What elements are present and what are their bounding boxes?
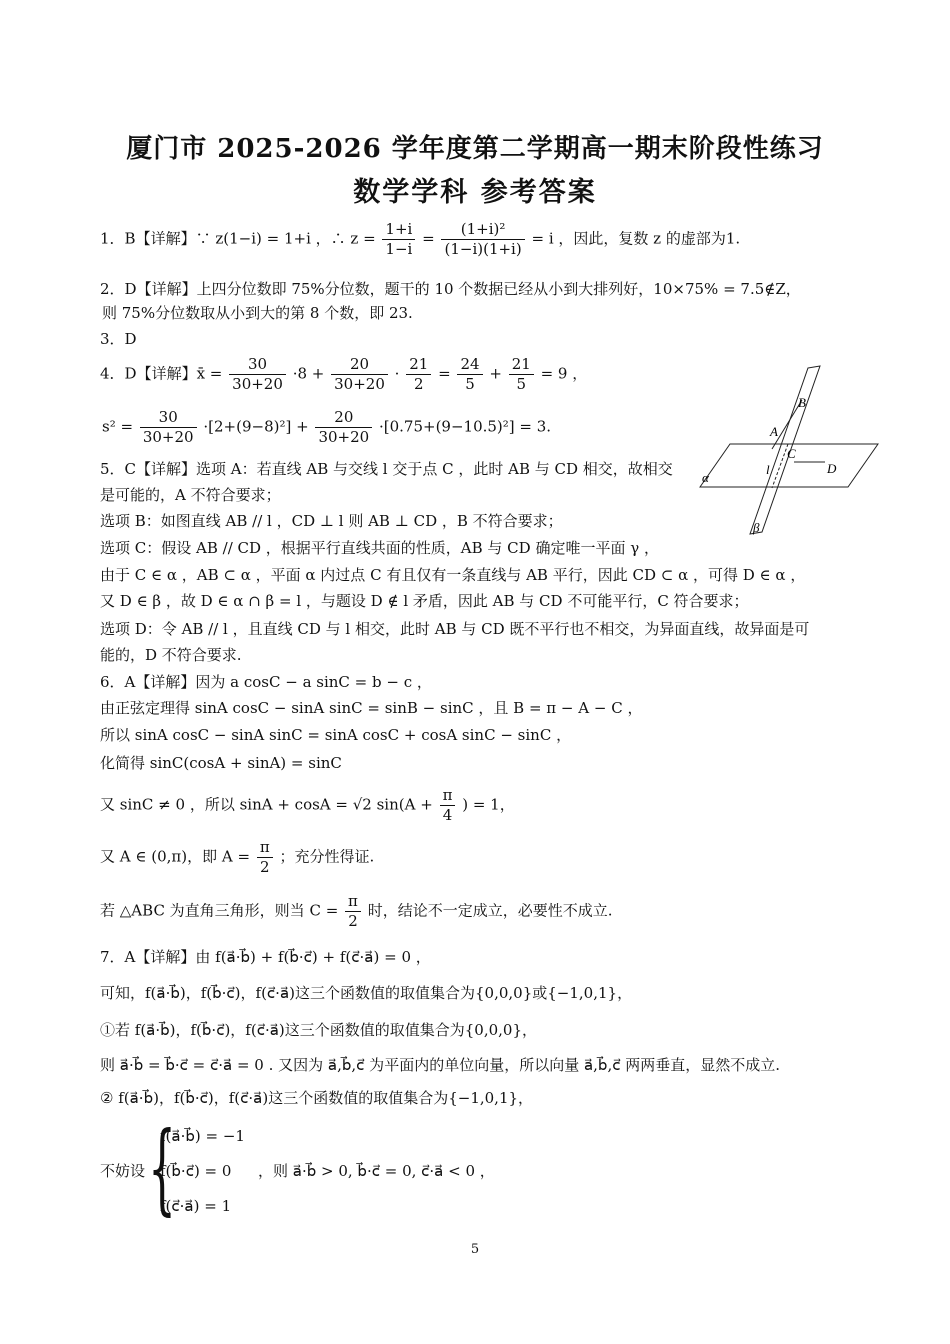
- q7-system-tail: ，则 a⃗·b⃗ > 0, b⃗·c⃗ = 0, c⃗·a⃗ < 0 ，: [258, 1162, 495, 1180]
- label-c: C: [787, 446, 796, 461]
- q6-line6-den: 2: [260, 858, 270, 876]
- q4-f2-num: 20: [331, 355, 388, 375]
- q6-line7-den: 2: [348, 912, 358, 930]
- q1-frac2-den: (1−i)(1+i): [444, 240, 522, 258]
- q4-f5-den: 5: [516, 375, 526, 393]
- q4-fraction-3: [406, 355, 431, 394]
- q5-line-7: 选项 D：令 AB // l ，且直线 CD 与 l 相交，此时 AB 与 CD 既不平行也不相交，为异面直线，故异面是可: [100, 620, 810, 638]
- q2-line-2: 则 75%分位数取从小到大的第 8 个数，即 23.: [102, 304, 413, 322]
- q3-line-1: 3．D: [100, 330, 137, 348]
- q6-line-6: [100, 838, 374, 877]
- q5-line-4: 选项 C：假设 AB // CD ，根据平行直线共面的性质，AB 与 CD 确定唯一平面 γ ，: [100, 539, 659, 557]
- q6-line-2: 由正弦定理得 sinA cosC − sinA sinC = sinB − sinC ，且 B = π − A − C ，: [100, 699, 643, 717]
- q6-line-5: [100, 786, 515, 825]
- label-a: A: [770, 424, 778, 439]
- q4-fraction-1: [229, 355, 286, 394]
- q6-line5-den: 4: [442, 806, 453, 824]
- q6-line6-fraction: [257, 838, 273, 877]
- q4-f4-den: 5: [465, 375, 475, 393]
- page-number: 5: [470, 1242, 480, 1257]
- q4-s-fraction-2: [315, 408, 372, 447]
- q6-line5-fraction: [440, 786, 456, 825]
- q2-line-1: 2．D【详解】上四分位数即 75%分位数，题干的 10 个数据已经从小到大排列好，10×75% = 7.5∉Z，: [100, 280, 801, 298]
- q6-line-4: 化简得 sinC(cosA + sinA) = sinC: [100, 754, 342, 772]
- q1-fraction-2: [441, 220, 524, 259]
- q4-f5-num: 21: [509, 355, 534, 375]
- document-subtitle: 数学学科 参考答案: [353, 177, 597, 208]
- q7-line-1: 7．A【详解】由 f(a⃗·b⃗) + f(b⃗·c⃗) + f(c⃗·a⃗) = 0 ，: [100, 948, 431, 966]
- q4-s2-num: 20: [315, 408, 372, 428]
- q5-line-3: 选项 B：如图直线 AB // l ，CD ⊥ l 则 AB ⊥ CD ，B 不符合要求；: [100, 512, 563, 530]
- q6-line5-prefix: 又 sinC ≠ 0 ，所以 sinA + cosA = √2 sin(A +: [100, 795, 433, 814]
- q5-line-2: 是可能的，A 不符合要求；: [100, 486, 281, 504]
- q4-f4-num: 24: [457, 355, 482, 375]
- q4-s2-den: 30+20: [318, 428, 370, 446]
- q4-term-3: =: [438, 364, 451, 383]
- label-beta: β: [753, 520, 760, 535]
- q4-term-4: +: [489, 364, 502, 383]
- q4-term-5: = 9 ，: [540, 364, 588, 383]
- q4-f1-num: 30: [229, 355, 286, 375]
- q4-line-1: [100, 355, 587, 394]
- q7-system-lead: 不妨设: [100, 1162, 146, 1180]
- q6-line5-num: π: [440, 786, 456, 806]
- q7-line-5: ② f(a⃗·b⃗)，f(b⃗·c⃗)，f(c⃗·a⃗)这三个函数值的取值集合为{−1,0,1}，: [100, 1089, 534, 1107]
- q5-line-5: 由于 C ∈ α ，AB ⊂ α ，平面 α 内过点 C 有且仅有一条直线与 AB 平行，因此 CD ⊂ α ，可得 D ∈ α ，: [100, 566, 806, 584]
- q1-eq: =: [422, 229, 435, 248]
- q6-line-7: [100, 892, 612, 931]
- q4-fraction-5: [509, 355, 534, 394]
- q4-s-term-1: ·[2+(9−8)²] +: [203, 417, 309, 436]
- q4-prefix: 4．D【详解】x̄ =: [100, 364, 223, 383]
- q4-f2-den: 30+20: [334, 375, 385, 393]
- q1-prefix: 1．B【详解】∵ z(1−i) = 1+i ，∴ z =: [100, 229, 376, 248]
- q4-fraction-4: [457, 355, 482, 394]
- q7-line-3: ①若 f(a⃗·b⃗)，f(b⃗·c⃗)，f(c⃗·a⃗)这三个函数值的取值集合为{0,0,0}，: [100, 1021, 538, 1039]
- q6-line7-fraction: [345, 892, 361, 931]
- q7-system-eq-2: f(b⃗·c⃗) = 0: [160, 1162, 232, 1180]
- q4-s1-den: 30+20: [142, 428, 194, 446]
- q4-f1-den: 30+20: [232, 375, 283, 393]
- q4-s-term-2: ·[0.75+(9−10.5)²] = 3.: [378, 417, 552, 436]
- q5-line-6: 又 D ∈ β ，故 D ∈ α ∩ β = l ，与题设 D ∉ l 矛盾，因此 AB 与 CD 不可能平行，C 符合要求；: [100, 592, 749, 610]
- q4-s-fraction-1: [140, 408, 197, 447]
- q4-term-2: ·: [394, 364, 400, 383]
- q4-line-2: [102, 408, 551, 447]
- q4-term-1: ·8 +: [292, 364, 325, 383]
- q6-line7-prefix: 若 △ABC 为直角三角形，则当 C =: [100, 901, 339, 920]
- q1-frac2-num: (1+i)²: [441, 220, 524, 240]
- q6-line6-prefix: 又 A ∈ (0,π)，即 A =: [100, 847, 251, 866]
- q6-line6-suffix: ；充分性得证.: [279, 847, 375, 866]
- q6-line-1: 6．A【详解】因为 a cosC − a sinC = b − c ，: [100, 673, 432, 691]
- q7-system-eq-1: f(a⃗·b⃗) = −1: [160, 1127, 245, 1145]
- q4-s-prefix: s² =: [102, 417, 134, 436]
- q7-line-4: 则 a⃗·b⃗ = b⃗·c⃗ = c⃗·a⃗ = 0 . 又因为 a⃗,b⃗,c⃗ 为平面内的单位向量，所以向量 a⃗,b⃗,c⃗ 两两垂直，显然不成立.: [100, 1056, 780, 1074]
- q7-system-eq-3: f(c⃗·a⃗) = 1: [160, 1197, 232, 1215]
- q4-fraction-2: [331, 355, 388, 394]
- q1-suffix: = i ，因此，复数 z 的虚部为1.: [531, 229, 741, 248]
- q7-line-2: 可知，f(a⃗·b⃗)，f(b⃗·c⃗)，f(c⃗·a⃗)这三个函数值的取值集合为{0,0,0}或{−1,0,1}，: [100, 984, 633, 1002]
- q4-f3-num: 21: [406, 355, 431, 375]
- label-alpha: α: [702, 470, 709, 485]
- q4-s1-num: 30: [140, 408, 197, 428]
- q4-f3-den: 2: [413, 375, 424, 393]
- q5-line-8: 能的，D 不符合要求.: [100, 646, 242, 664]
- q1-fraction-1: [382, 220, 415, 259]
- q1-frac1-den: 1−i: [385, 240, 413, 258]
- q6-line-3: 所以 sinA cosC − sinA sinC = sinA cosC + cosA sinC − sinC ，: [100, 726, 572, 744]
- document-title: 厦门市 2025-2026 学年度第二学期高一期末阶段性练习: [126, 134, 824, 164]
- planes-figure: [690, 360, 890, 540]
- q1-line: [100, 220, 740, 259]
- q1-frac1-num: 1+i: [382, 220, 415, 240]
- q6-line6-num: π: [257, 838, 273, 858]
- plane-beta: [750, 366, 820, 534]
- system-brace: {: [148, 1112, 177, 1226]
- q5-line-1: 5．C【详解】选项 A：若直线 AB 与交线 l 交于点 C ，此时 AB 与 CD 相交，故相交: [100, 460, 673, 478]
- q6-line5-suffix: ) = 1，: [462, 795, 515, 814]
- label-d: D: [827, 461, 837, 476]
- label-b: B: [798, 395, 806, 410]
- q6-line7-suffix: 时，结论不一定成立，必要性不成立.: [367, 901, 613, 920]
- q6-line7-num: π: [345, 892, 361, 912]
- label-l: l: [766, 462, 770, 477]
